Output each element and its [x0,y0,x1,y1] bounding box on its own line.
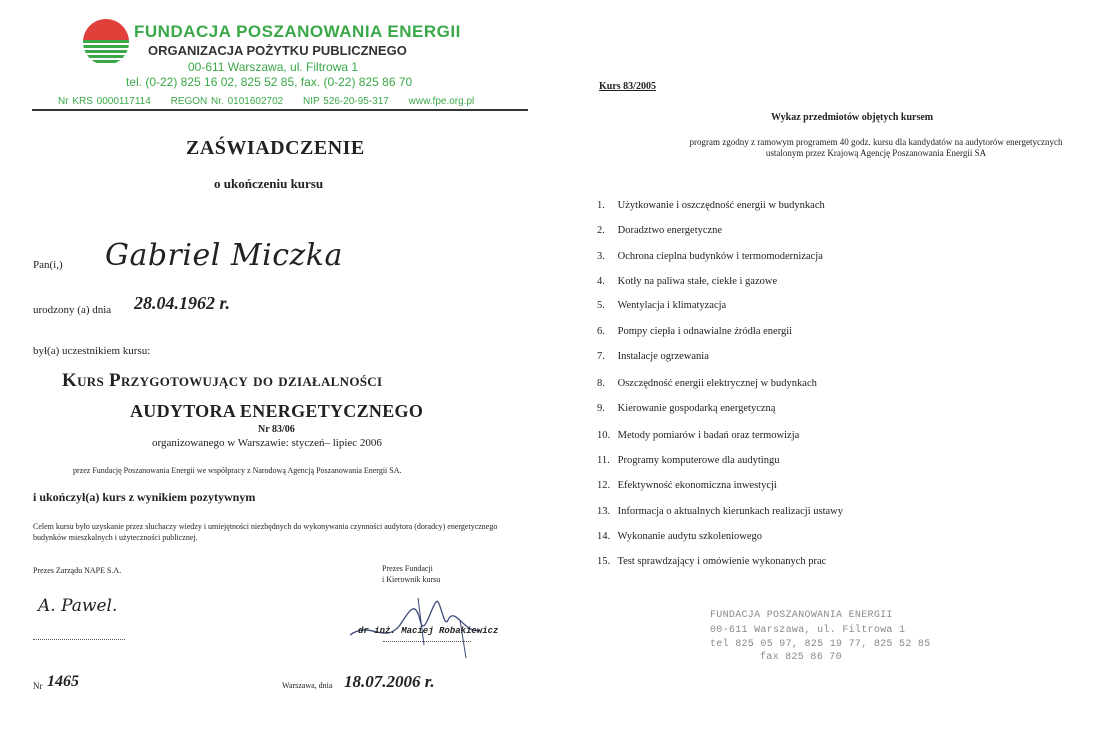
right-signatory-label-line1: Prezes Fundacji [382,564,433,573]
participant-label: był(a) uczestnikiem kursu: [33,345,151,357]
stamp-line2: 00-611 Warszawa, ul. Filtrowa 1 [710,625,906,636]
left-signatory-label: Prezes Zarządu NAPE S.A. [33,566,122,575]
stamp-line3: tel 825 05 97, 825 19 77, 825 52 85 [710,639,931,650]
regon-number: REGON Nr. 0101602702 [170,96,284,107]
krs-number: Nr KRS 0000117114 [58,96,151,107]
syllabus-title: Wykaz przedmiotów objętych kursem [771,112,934,123]
place-date-label: Warszawa, dnia [282,681,333,690]
pan-label: Pan(i,) [33,259,63,271]
right-signature-line [383,641,471,642]
stamp-line1: FUNDACJA POSZANOWANIA ENERGII [710,610,893,621]
list-item: 11. Programy komputerowe dla audytingu [597,455,780,466]
list-item: 12. Efektywność ekonomiczna inwestycji [597,480,777,491]
left-signature: A. Pawel. [38,596,118,616]
website-link[interactable]: www.fpe.org.pl [408,96,475,107]
left-signature-line [33,639,125,640]
right-signatory-name: dr inż. Maciej Robakiewicz [358,626,499,636]
list-item: 6. Pompy ciepła i odnawialne źródła energii [597,326,793,337]
nip-number: NIP 526-20-95-317 [303,96,389,107]
list-item: 13. Informacja o aktualnych kierunkach realizacji ustawy [597,506,843,517]
org-name: FUNDACJA POSZANOWANIA ENERGII [134,22,461,41]
org-phone: tel. (0-22) 825 16 02, 825 52 85, fax. (0-22) 825 86 70 [126,75,413,89]
certificate-title: ZAŚWIADCZENIE [186,137,365,159]
certificate-number-label: Nr [33,681,43,691]
header-divider [32,109,528,111]
list-item: 15. Test sprawdzający i omówienie wykonanych prac [597,556,827,567]
right-signatory-label-line2: i Kierownik kursu [382,575,441,584]
person-name: Gabriel Miczka [105,238,343,273]
right-signatory-label [382,563,440,585]
org-address: 00-611 Warszawa, ul. Filtrowa 1 [188,60,359,74]
list-item: 8. Oszczędność energii elektrycznej w budynkach [597,378,817,389]
right-signature-scribble [340,590,490,660]
list-item: 9. Kierowanie gospodarką energetyczną [597,403,776,414]
list-item: 1. Użytkowanie i oszczędność energii w budynkach [597,200,825,211]
stamp-line4: fax 825 86 70 [760,652,842,663]
list-item: 2. Doradztwo energetyczne [597,225,723,236]
certificate-number: 1465 [47,673,79,690]
purpose-text: Celem kursu było uzyskanie przez słuchaczy wiedzy i umiejętności niezbędnych do wykonywania czynności audytora (doradcy) energetycznego budynków mieszkalnych i użyteczności publicznej. [33,522,498,542]
foundation-logo-icon [82,18,130,66]
list-item: 14. Wykonanie audytu szkoleniowego [597,531,763,542]
born-label: urodzony (a) dnia [33,304,112,316]
issue-date: 18.07.2006 r. [344,672,435,691]
course-organized: organizowanego w Warszawie: styczeń– lipiec 2006 [152,437,382,449]
course-title-line1: Kurs Przygotowujący do działalności [62,370,383,391]
org-subtitle: ORGANIZACJA POŻYTKU PUBLICZNEGO [148,43,407,58]
list-item: 5. Wentylacja i klimatyzacja [597,300,727,311]
course-label: Kurs 83/2005 [599,81,656,92]
cooperation-text: przez Fundację Poszanowania Energii we współpracy z Narodową Agencją Poszanowania Energii SA. [73,466,402,475]
course-number: Nr 83/06 [258,424,295,435]
list-item: 3. Ochrona cieplna budynków i termomodernizacja [597,251,823,262]
certificate-subtitle: o ukończeniu kursu [214,176,324,191]
list-item: 4. Kotły na paliwa stałe, ciekłe i gazowe [597,276,778,287]
program-description: program zgodny z ramowym programem 40 godz. kursu dla kandydatów na audytorów energetycznych ustalonym przez Krajową Agencję Poszanowania Energii SA [689,137,1063,158]
org-identifiers [58,96,490,107]
list-item: 10. Metody pomiarów i badań oraz termowizja [597,430,800,441]
course-title-line2: AUDYTORA ENERGETYCZNEGO [130,401,424,421]
result-text: i ukończył(a) kurs z wynikiem pozytywnym [33,490,256,504]
list-item: 7. Instalacje ogrzewania [597,351,709,362]
born-date: 28.04.1962 r. [134,293,231,313]
